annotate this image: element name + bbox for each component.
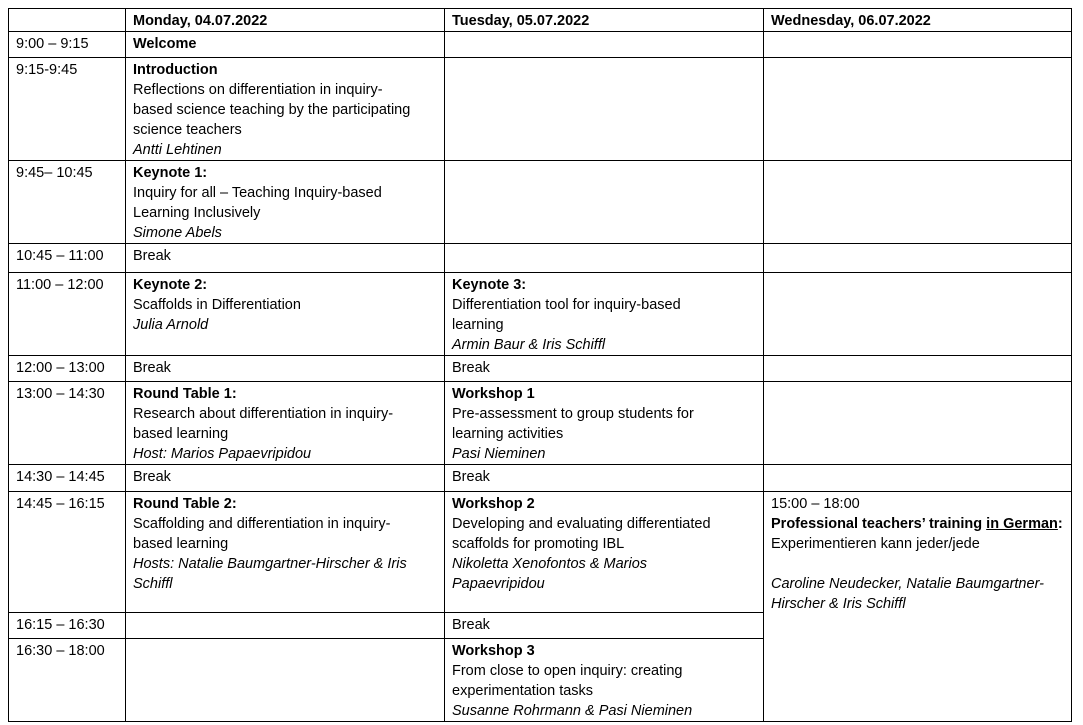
session-title: Introduction [133, 62, 218, 78]
session-title: Round Table 2: [133, 496, 237, 512]
tuesday-cell [445, 273, 764, 356]
monday-cell [126, 58, 445, 161]
time-cell: 16:30 – 18:00 [9, 639, 126, 722]
tuesday-cell: Break [445, 613, 764, 639]
header-wednesday: Wednesday, 06.07.2022 [764, 9, 1072, 32]
tuesday-cell [445, 382, 764, 465]
monday-cell [126, 161, 445, 244]
session-description: Scaffolds in Differentiation [133, 297, 301, 313]
time-cell: 12:00 – 13:00 [9, 356, 126, 382]
time-cell: 14:30 – 14:45 [9, 465, 126, 492]
session-speaker: Julia Arnold [133, 317, 209, 333]
wednesday-cell [764, 382, 1072, 465]
wednesday-training-cell [764, 492, 1072, 722]
session-description: Inquiry for all – Teaching Inquiry-based [133, 185, 382, 201]
session-title-part: Professional teachers’ training [771, 516, 987, 532]
tuesday-cell [445, 244, 764, 273]
header-tuesday: Tuesday, 05.07.2022 [445, 9, 764, 32]
monday-cell [126, 639, 445, 722]
row-round-table-2 [9, 492, 1072, 613]
row-keynotes-2-3 [9, 273, 1072, 356]
session-description: Reflections on differentiation in inquiry- [133, 82, 383, 98]
monday-cell: Break [126, 465, 445, 492]
session-description: science teachers [133, 122, 242, 138]
session-title-underlined: in German [986, 516, 1058, 532]
session-description: Developing and evaluating differentiated [452, 516, 711, 532]
session-description: based science teaching by the participating [133, 102, 411, 118]
session-speaker: Pasi Nieminen [452, 446, 546, 462]
time-cell: 10:45 – 11:00 [9, 244, 126, 273]
session-title: Workshop 2 [452, 496, 535, 512]
monday-cell [126, 273, 445, 356]
header-row [9, 9, 1072, 32]
monday-cell [126, 492, 445, 613]
session-speaker: Schiffl [133, 576, 173, 592]
time-cell: 14:45 – 16:15 [9, 492, 126, 613]
session-title: Round Table 1: [133, 386, 237, 402]
session-speaker: Armin Baur & Iris Schiffl [452, 337, 606, 353]
tuesday-cell [445, 58, 764, 161]
session-speaker: Caroline Neudecker, Natalie Baumgartner- [771, 576, 1044, 592]
time-cell: 13:00 – 14:30 [9, 382, 126, 465]
wednesday-cell [764, 356, 1072, 382]
tuesday-cell: Break [445, 356, 764, 382]
row-break-2 [9, 356, 1072, 382]
session-speaker: Hirscher & Iris Schiffl [771, 596, 906, 612]
row-keynote-1 [9, 161, 1072, 244]
session-description: based learning [133, 426, 229, 442]
session-speaker: Papaevripidou [452, 576, 545, 592]
monday-cell [126, 32, 445, 58]
time-cell: 11:00 – 12:00 [9, 273, 126, 356]
session-title: Keynote 3: [452, 277, 527, 293]
row-welcome [9, 32, 1072, 58]
row-round-table-1 [9, 382, 1072, 465]
session-speaker: Nikoletta Xenofontos & Marios [452, 556, 648, 572]
session-description: learning [452, 317, 504, 333]
monday-cell [126, 382, 445, 465]
session-description: Pre-assessment to group students for [452, 406, 694, 422]
session-title: Keynote 2: [133, 277, 208, 293]
wednesday-cell [764, 273, 1072, 356]
wednesday-cell [764, 32, 1072, 58]
session-description: From close to open inquiry: creating [452, 663, 683, 679]
tuesday-cell [445, 639, 764, 722]
header-time [9, 9, 126, 32]
session-description: learning activities [452, 426, 564, 442]
time-cell: 9:00 – 9:15 [9, 32, 126, 58]
monday-cell: Break [126, 356, 445, 382]
session-speaker: Susanne Rohrmann & Pasi Nieminen [452, 703, 693, 719]
time-cell: 9:45– 10:45 [9, 161, 126, 244]
tuesday-cell: Break [445, 465, 764, 492]
tuesday-cell [445, 32, 764, 58]
spacer [771, 554, 1064, 574]
session-description: Experimentieren kann jeder/jede [771, 536, 980, 552]
monday-cell [126, 613, 445, 639]
time-cell: 9:15-9:45 [9, 58, 126, 161]
session-speaker: Hosts: Natalie Baumgartner-Hirscher & Iris [133, 556, 407, 572]
session-description: scaffolds for promoting IBL [452, 536, 625, 552]
session-description: Scaffolding and differentiation in inquiry- [133, 516, 391, 532]
row-break-3 [9, 465, 1072, 492]
wednesday-cell [764, 465, 1072, 492]
wednesday-cell [764, 58, 1072, 161]
session-description: Learning Inclusively [133, 205, 261, 221]
session-speaker: Antti Lehtinen [133, 142, 222, 158]
schedule-table [8, 8, 1072, 722]
wednesday-cell [764, 244, 1072, 273]
session-time: 15:00 – 18:00 [771, 496, 860, 512]
tuesday-cell [445, 492, 764, 613]
session-description: Research about differentiation in inquiry- [133, 406, 394, 422]
tuesday-cell [445, 161, 764, 244]
session-description: Differentiation tool for inquiry-based [452, 297, 681, 313]
time-cell: 16:15 – 16:30 [9, 613, 126, 639]
session-description: based learning [133, 536, 229, 552]
wednesday-cell [764, 161, 1072, 244]
session-title: Workshop 1 [452, 386, 535, 402]
session-speaker: Host: Marios Papaevripidou [133, 446, 312, 462]
row-introduction [9, 58, 1072, 161]
session-title [771, 514, 1064, 534]
session-title: Workshop 3 [452, 643, 535, 659]
monday-cell: Break [126, 244, 445, 273]
session-speaker: Simone Abels [133, 225, 222, 241]
session-description: experimentation tasks [452, 683, 594, 699]
session-title: Keynote 1: [133, 165, 208, 181]
row-break-1 [9, 244, 1072, 273]
session-title: Welcome [133, 36, 197, 52]
header-monday: Monday, 04.07.2022 [126, 9, 445, 32]
session-title-part: : [1057, 516, 1063, 532]
